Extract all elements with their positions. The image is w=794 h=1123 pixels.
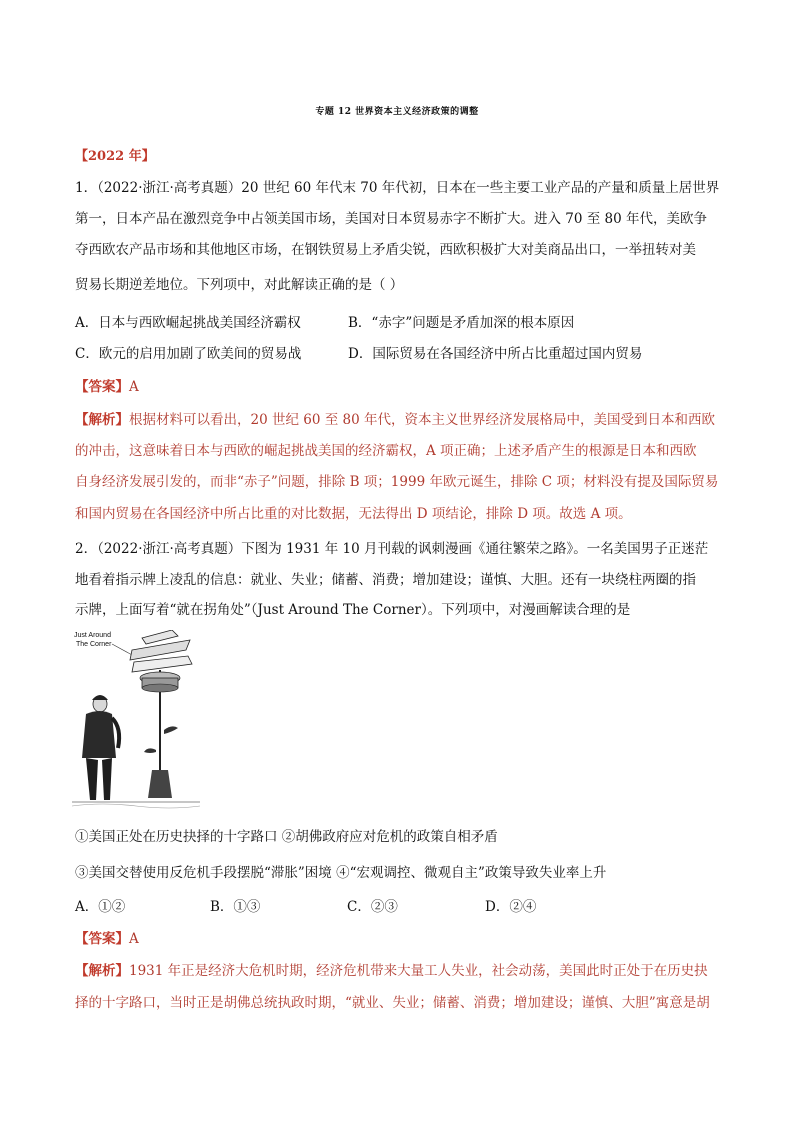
q2-option-c: C．②③ [347, 899, 398, 915]
answer-value: A [129, 931, 139, 947]
analysis-text: 1931 年正是经济大危机时期，经济危机带来大量工人失业，社会动荡，美国此时正处于在历史抉 [129, 963, 708, 979]
q1-option-a: A．日本与西欧崛起挑战美国经济霸权 [75, 315, 301, 331]
q2-analysis-line-2: 择的十字路口，当时正是胡佛总统执政时期，“就业、失业；储蓄、消费；增加建设；谨慎、大胆”寓意是胡 [75, 995, 710, 1011]
analysis-text: 根据材料可以看出，20 世纪 60 至 80 年代，资本主义世界经济发展格局中，美国受到日本和西欧 [129, 412, 715, 428]
q1-analysis-line-1 [75, 411, 715, 429]
q2-option-a: A．①② [75, 899, 126, 915]
signpost-icon [130, 630, 192, 798]
q2-line-1: 2．（2022·浙江·高考真题）下图为 1931 年 10 月刊载的讽刺漫画《通往繁荣之路》。一名美国男子正迷茫 [75, 541, 709, 557]
q2-statement-line-2: ③美国交替使用反危机手段摆脱“滞胀”困境 ④“宏观调控、微观自主”政策导致失业率上升 [75, 865, 607, 881]
q1-answer [75, 378, 139, 396]
q1-analysis-line-3: 自身经济发展引发的，而非“赤子”问题，排除 B 项；1999 年欧元诞生，排除 C 项；材料没有提及国际贸易 [75, 474, 719, 490]
q1-analysis-line-2: 的冲击，这意味着日本与西欧的崛起挑战美国的经济霸权，A 项正确；上述矛盾产生的根源是日本和西欧 [75, 443, 697, 459]
analysis-tag: 【解析】 [75, 963, 129, 979]
cartoon-image [72, 630, 200, 810]
analysis-tag: 【解析】 [75, 412, 129, 428]
q1-line-4: 贸易长期逆差地位。下列项中，对此解读正确的是（ ） [75, 277, 404, 293]
q1-option-c: C．欧元的启用加剧了欧美间的贸易战 [75, 346, 302, 362]
q1-analysis-line-4: 和国内贸易在各国经济中所占比重的对比数据，无法得出 D 项结论，排除 D 项。故选 A 项。 [75, 506, 632, 522]
cartoon-caption-line-1: Just Around [74, 632, 111, 639]
q1-line-3: 夺西欧农产品市场和其他地区市场，在钢铁贸易上矛盾尖锐，西欧积极扩大对美商品出口，一举扭转对美 [75, 242, 696, 258]
q2-line-2: 地看着指示牌上凌乱的信息：就业、失业；储蓄、消费；增加建设；谨慎、大胆。还有一块绕柱两圈的指 [75, 572, 696, 588]
q2-option-d: D．②④ [485, 899, 537, 915]
q2-answer [75, 930, 139, 948]
page-title: 专题 12 世界资本主义经济政策的调整 [315, 107, 479, 117]
answer-tag: 【答案】 [75, 931, 129, 947]
man-figure-icon [82, 695, 119, 800]
q2-option-b: B．①③ [210, 899, 261, 915]
q2-statement-line-1: ①美国正处在历史抉择的十字路口 ②胡佛政府应对危机的政策自相矛盾 [75, 829, 498, 845]
q1-option-b: B．“赤字”问题是矛盾加深的根本原因 [348, 315, 575, 331]
q1-line-2: 第一，日本产品在激烈竞争中占领美国市场，美国对日本贸易赤字不断扩大。进入 70 至 80 年代，美欧争 [75, 211, 708, 227]
year-tag: 【2022 年】 [75, 149, 155, 164]
q2-line-3: 示牌，上面写着“就在拐角处”（Just Around The Corner）。下列项中，对漫画解读合理的是 [75, 602, 631, 618]
q1-line-1: 1．（2022·浙江·高考真题）20 世纪 60 年代末 70 年代初，日本在一些主要工业产品的产量和质量上居世界 [75, 180, 720, 196]
answer-tag: 【答案】 [75, 379, 129, 395]
answer-value: A [129, 379, 139, 395]
q1-option-d: D．国际贸易在各国经济中所占比重超过国内贸易 [348, 346, 643, 362]
q2-analysis-line-1 [75, 962, 708, 980]
cartoon-caption-line-2: The Corner [76, 641, 112, 648]
